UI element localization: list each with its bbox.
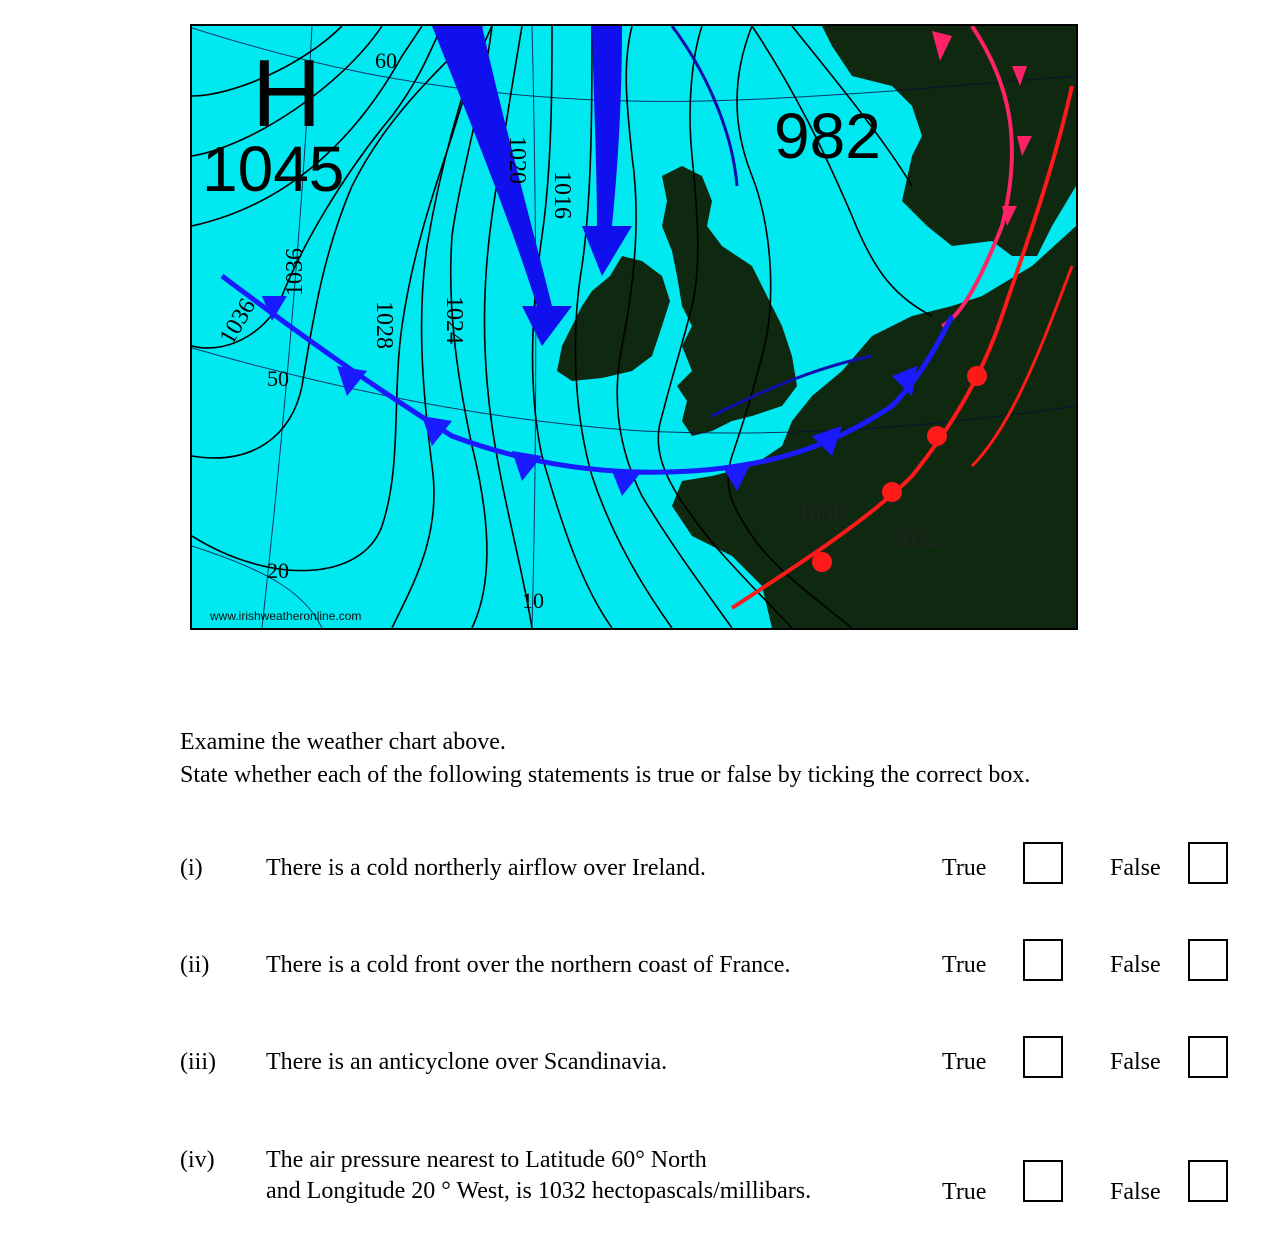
- question-number: (iv): [180, 1147, 215, 1173]
- false-checkbox[interactable]: [1188, 1036, 1228, 1078]
- instruction-line-1: Examine the weather chart above.: [180, 729, 506, 755]
- isobar-label: 1036: [214, 294, 262, 349]
- false-checkbox[interactable]: [1188, 939, 1228, 981]
- isobar-label: 1024: [441, 296, 467, 344]
- longitude-20-label: 20: [267, 558, 289, 583]
- question-number: (iii): [180, 1049, 216, 1075]
- true-checkbox[interactable]: [1023, 1160, 1063, 1202]
- latitude-60-label: 60: [375, 48, 397, 73]
- weather-chart: [190, 24, 1078, 630]
- true-checkbox[interactable]: [1023, 1036, 1063, 1078]
- question-text: There is an anticyclone over Scandinavia.: [266, 1049, 668, 1075]
- false-label: False: [1110, 1179, 1161, 1205]
- true-label: True: [942, 855, 987, 881]
- question-number: (i): [180, 855, 203, 881]
- true-label: True: [942, 1049, 987, 1075]
- isobar-label: 1020: [504, 136, 530, 184]
- high-pressure-value: 1045: [202, 133, 345, 205]
- false-label: False: [1110, 952, 1161, 978]
- low-pressure-value: 982: [774, 100, 881, 172]
- false-checkbox[interactable]: [1188, 842, 1228, 884]
- longitude-10-label: 10: [522, 588, 544, 613]
- true-label: True: [942, 1179, 987, 1205]
- true-checkbox[interactable]: [1023, 842, 1063, 884]
- true-label: True: [942, 952, 987, 978]
- false-checkbox[interactable]: [1188, 1160, 1228, 1202]
- question-text: [266, 1145, 811, 1207]
- false-label: False: [1110, 855, 1161, 881]
- high-pressure-letter: H: [252, 40, 322, 147]
- isobar-label: 1016: [549, 171, 575, 219]
- isobar-label: 1008: [797, 501, 845, 527]
- weather-map: [192, 26, 1076, 628]
- latitude-50-label: 50: [267, 366, 289, 391]
- instructions: [180, 726, 1030, 792]
- question-number: (ii): [180, 952, 210, 978]
- false-label: False: [1110, 1049, 1161, 1075]
- question-text-line-1: The air pressure nearest to Latitude 60° North: [266, 1147, 707, 1173]
- chart-credit: www.irishweatheronline.com: [210, 609, 362, 623]
- question-text-line-2: and Longitude 20 ° West, is 1032 hectopascals/millibars.: [266, 1178, 812, 1204]
- isobar-label: 1012: [892, 526, 940, 552]
- instruction-line-2: State whether each of the following statements is true or false by ticking the correct box.: [180, 762, 1031, 788]
- question-text: There is a cold front over the northern coast of France.: [266, 952, 791, 978]
- question-text: There is a cold northerly airflow over Ireland.: [266, 855, 706, 881]
- isobar-label: 1028: [371, 301, 397, 349]
- isobar-label: 1036: [282, 248, 308, 296]
- true-checkbox[interactable]: [1023, 939, 1063, 981]
